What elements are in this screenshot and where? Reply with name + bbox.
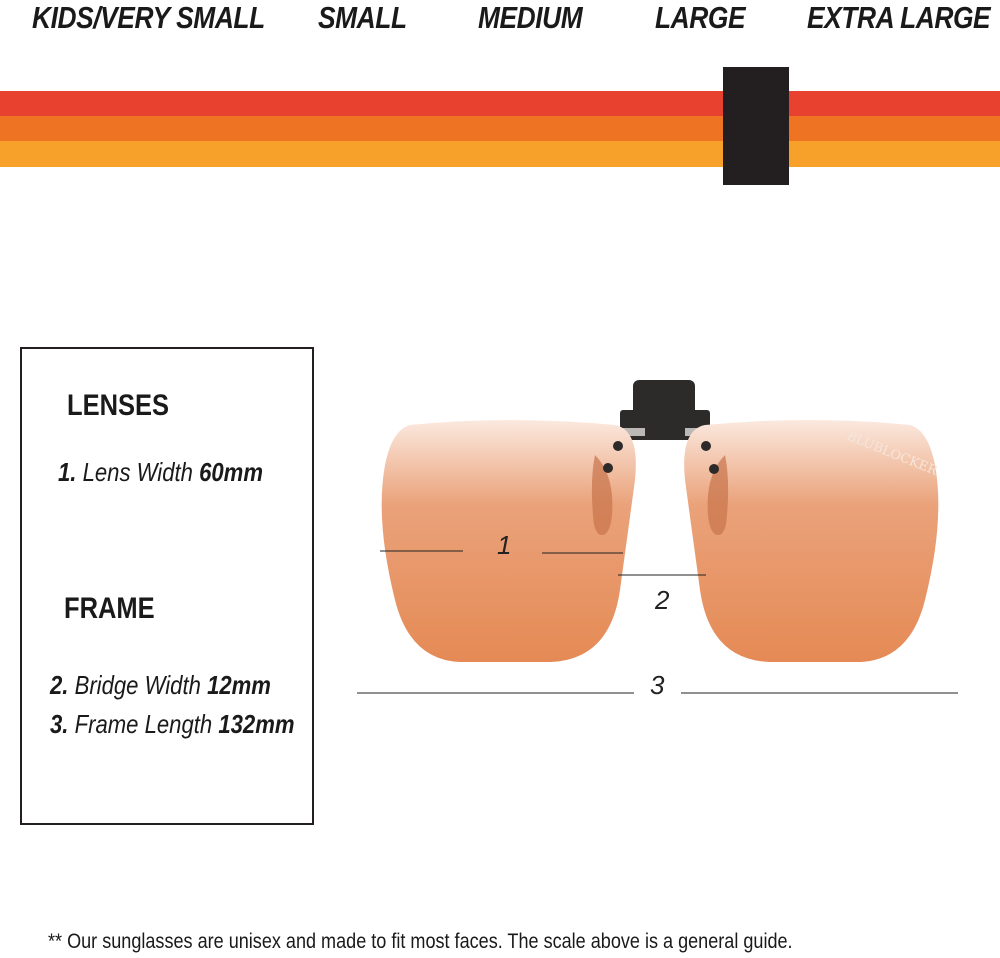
size-selected-marker [723,67,789,185]
brand-logo: BLUBLOCKER [844,428,940,479]
lens-width-label: Lens Width [82,457,193,487]
footnote: ** Our sunglasses are unisex and made to fit most faces. The scale above is a general guide. [48,930,793,953]
clip-on-sunglasses-image [350,370,970,710]
bridge-width-label: Bridge Width [74,670,201,700]
size-band-orange [0,116,1000,142]
size-label-large: LARGE [655,0,746,35]
frame-length-label: Frame Length [74,709,213,739]
bridge-width-value: 12mm [207,670,271,700]
size-label-extra-large: EXTRA LARGE [807,0,991,35]
dimension-label-1: 1 [497,530,512,560]
size-label-kids-very-small: KIDS/VERY SMALL [32,0,265,35]
spec-box [20,347,314,825]
size-band-red [0,91,1000,117]
frame-heading: FRAME [64,592,155,625]
bridge-width-number: 2. [50,670,69,700]
frame-length-number: 3. [50,709,69,739]
dimension-label-3: 3 [650,670,665,700]
dimension-label-2: 2 [655,585,670,615]
lens-width-number: 1. [58,457,77,487]
frame-length-value: 132mm [218,709,295,739]
frame-length-spec [50,709,295,740]
lens-width-spec [58,457,263,488]
size-label-medium: MEDIUM [478,0,583,35]
lens-width-value: 60mm [199,457,263,487]
size-label-small: SMALL [318,0,407,35]
lenses-heading: LENSES [67,389,170,422]
size-band-yellow [0,141,1000,167]
bridge-width-spec [50,670,271,701]
